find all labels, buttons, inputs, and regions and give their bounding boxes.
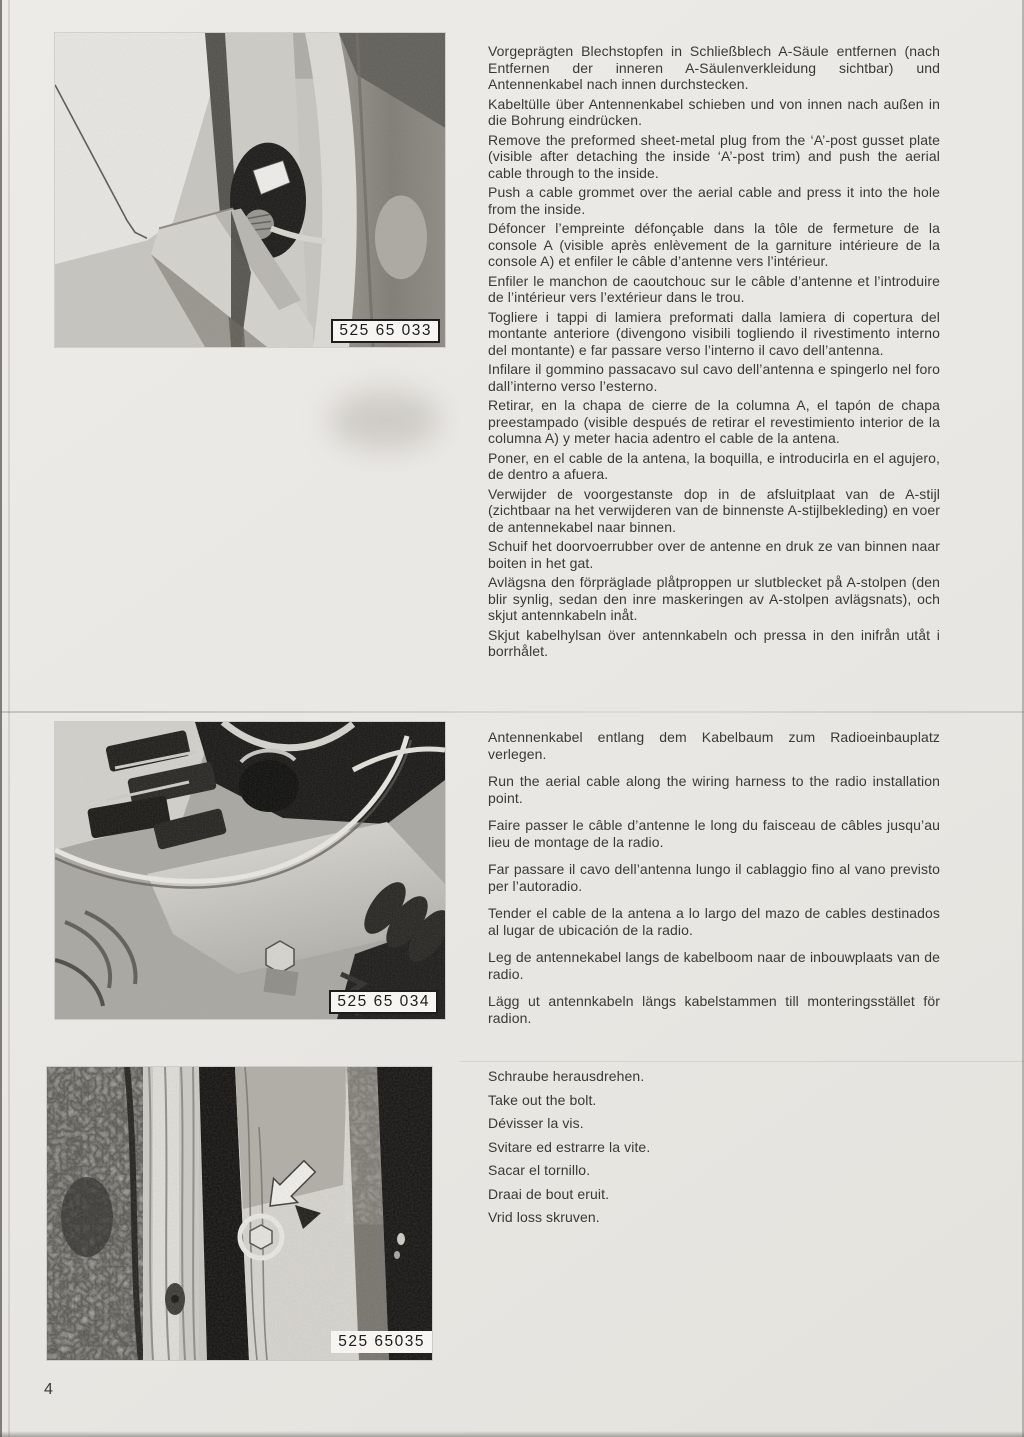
- instruction-paragraph-es: Retirar, en la chapa de cierre de la columna A, el tapón de chapa preestampado (visible después de retirar el revestimiento interior de la columna A) y meter hacia adentro el cable de la antena.: [488, 397, 940, 446]
- photo-cable-harness: [55, 722, 445, 1019]
- photo-sill-bolt: [47, 1067, 432, 1360]
- instruction-paragraph-en: Remove the preformed sheet-metal plug from the ‘A’-post gusset plate (visible after detaching the inside ‘A’-post trim) and push the aerial cable through to the inside.: [488, 131, 940, 181]
- instruction-paragraph-nl: Schuif het doorvoerrubber over de antenne en druk ze van binnen naar boiten in het gat.: [488, 538, 940, 571]
- photo-a-post-grommet: [55, 33, 445, 347]
- instruction-paragraph-en: Push a cable grommet over the aerial cable and press it into the hole from the inside.: [488, 184, 940, 217]
- instruction-paragraph-fr: Dévisser la vis.: [488, 1115, 584, 1131]
- page-edge-bottom: [0, 1431, 1024, 1437]
- instruction-paragraph-fr: Enfiler le manchon de caoutchouc sur le câble d’antenne et l’introduire de l’intérieur vers l’extérieur dans le trou.: [488, 272, 940, 305]
- instruction-paragraph-fr: Faire passer le câble d’antenne le long du faisceau de câbles jusqu’au lieu de montage de la radio.: [488, 817, 940, 850]
- instruction-paragraph-es: Tender el cable de la antena a lo largo del mazo de cables destinados al lugar de ubicación de la radio.: [488, 905, 940, 938]
- page-fold-crease-light: [460, 1061, 1024, 1062]
- instruction-paragraph-it: Far passare il cavo dell’antenna lungo il cablaggio fino al vano previsto per l’autoradio.: [488, 861, 940, 894]
- scan-smudge: [330, 390, 440, 450]
- instructions-route-cable: [488, 729, 940, 1037]
- page-edge-left: [0, 0, 2, 1437]
- instruction-paragraph-it: Infilare il gommino passacavo sul cavo dell’antenna e spingerlo nel foro dall’interno verso l’esterno.: [488, 361, 940, 394]
- instruction-paragraph-en: Run the aerial cable along the wiring harness to the radio installation point.: [488, 773, 940, 806]
- instructions-remove-plug: [488, 43, 940, 663]
- instruction-paragraph-es: Sacar el tornillo.: [488, 1162, 591, 1178]
- instruction-paragraph-es: Poner, en el cable de la antena, la boquilla, e introducirla en el agujero, de dentro a afuera.: [488, 449, 940, 482]
- page-number: 4: [44, 1381, 53, 1398]
- instruction-paragraph-de: Antennenkabel entlang dem Kabelbaum zum Radioeinbauplatz verlegen.: [488, 729, 940, 762]
- instruction-paragraph-nl: Leg de antennekabel langs de kabelboom naar de inbouwplaats van de radio.: [488, 949, 940, 982]
- photo-a-post-grommet-image: [55, 33, 445, 347]
- instruction-paragraph-sv: Skjut kabelhylsan över antennkabeln och pressa in den inifrån utåt i borrhålet.: [488, 626, 940, 659]
- instruction-paragraph-de: Vorgeprägten Blechstopfen in Schließblech A-Säule entfernen (nach Entfernen der inneren A-Säulenverkleidung sichtbar) und Antennenkabel nach innen durchstecken.: [488, 43, 940, 92]
- instruction-paragraph-sv: Avlägsna den förpräglade plåtproppen ur slutblecket på A-stolpen (den blir synlig, sedan den inre maskeringen av A-stolpen avlägsnats), och skjut antennkabeln inåt.: [488, 574, 940, 623]
- photo-ref-label: 525 65 034: [329, 990, 438, 1014]
- instruction-paragraph-fr: Défoncer l’empreinte défonçable dans la tôle de fermeture de la console A (visible après enlèvement de la garniture intérieure de la console A) et enfiler le câble d’antenne vers l’intérieur.: [488, 220, 940, 269]
- instruction-paragraph-it: Togliere i tappi di lamiera preformati dalla lamiera di copertura del montante anteriore (divengono visibili togliendo il rivestimento interno del montante) e far passare verso l’interno il cavo dell’antenna.: [488, 308, 940, 358]
- instruction-paragraph-it: Svitare ed estrarre la vite.: [488, 1138, 651, 1155]
- instruction-paragraph-nl: Draai de bout eruit.: [488, 1185, 610, 1202]
- photo-cable-harness-image: [55, 722, 445, 1019]
- instruction-paragraph-nl: Verwijder de voorgestanste dop in de afsluitplaat van de A-stijl (zichtbaar na het verwijderen van de binnenste A-stijlbekleding) en voer de antennekabel naar binnen.: [488, 485, 940, 535]
- instruction-paragraph-de: Schraube herausdrehen.: [488, 1068, 645, 1084]
- instruction-paragraph-sv: Vrid loss skruven.: [488, 1209, 600, 1225]
- photo-ref-label: 525 65035: [331, 1331, 432, 1353]
- instruction-paragraph-sv: Lägg ut antennkabeln längs kabelstammen till monteringsstället för radion.: [488, 993, 940, 1026]
- instruction-paragraph-de: Kabeltülle über Antennenkabel schieben und von innen nach außen in die Bohrung eindrücken.: [488, 95, 940, 128]
- page-fold-crease: [0, 711, 1024, 713]
- instructions-take-out-bolt: [488, 1068, 940, 1233]
- page-crease-left: [8, 0, 10, 1437]
- photo-sill-bolt-image: [47, 1067, 432, 1360]
- photo-ref-label: 525 65 033: [331, 319, 440, 343]
- instruction-paragraph-en: Take out the bolt.: [488, 1091, 597, 1108]
